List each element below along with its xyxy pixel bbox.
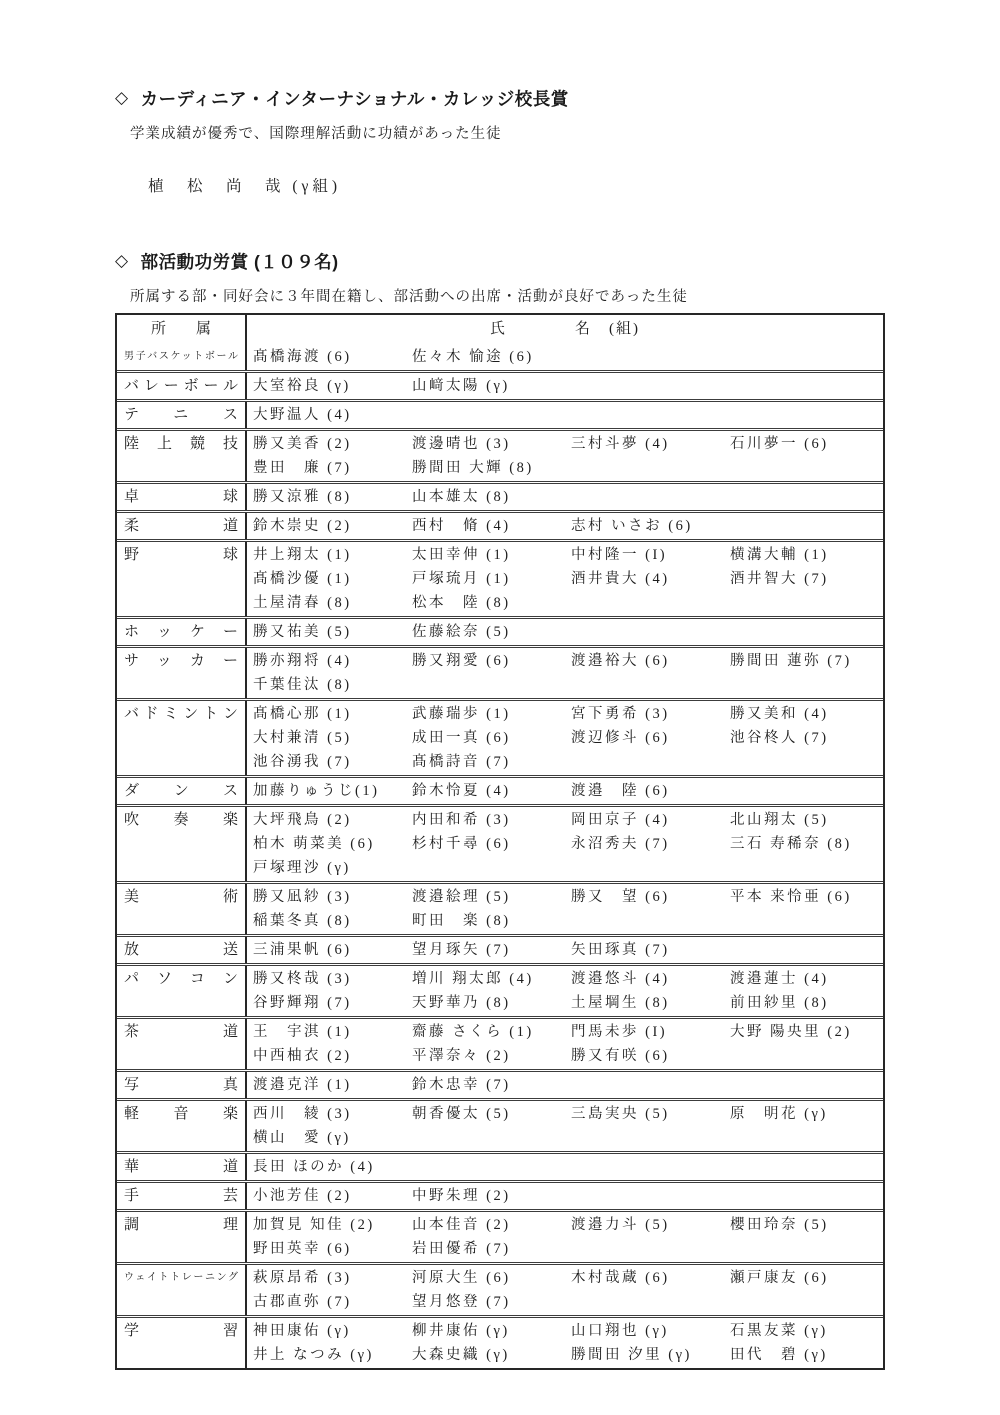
- student-name: 王 宇淇 (1): [253, 1024, 352, 1040]
- names-area: [247, 431, 883, 481]
- names-area: [247, 884, 883, 934]
- diamond-icon: ◇: [115, 250, 129, 270]
- student-name: 井上翔太 (1): [253, 547, 352, 563]
- student-name: 勝又翔愛 (6): [412, 653, 511, 669]
- student-name: 勝間田 汐里 (γ): [571, 1347, 692, 1363]
- student-name: 大室裕良 (γ): [253, 378, 351, 394]
- student-name: 柳井康佑 (γ): [412, 1323, 510, 1339]
- student-name: 山口翔也 (γ): [571, 1323, 669, 1339]
- student-name: 齋藤 さくら (1): [412, 1024, 534, 1040]
- student-name: 志村 いさお (6): [571, 518, 693, 534]
- names-area: [247, 966, 883, 1016]
- club-name: ウェイトトレーニング: [117, 1265, 247, 1315]
- student-name: 鈴木怜夏 (4): [412, 783, 511, 799]
- student-name: 渡邉 陸 (6): [571, 783, 670, 799]
- name-line: [247, 432, 883, 456]
- table-row: [117, 510, 883, 539]
- student-name: 太田幸伸 (1): [412, 547, 511, 563]
- principal-award-section: [115, 86, 887, 196]
- principal-award-title-text: カーディニア・インターナショナル・カレッジ校長賞: [140, 89, 569, 109]
- student-name: 石川夢一 (6): [730, 436, 829, 452]
- names-area: [247, 1072, 883, 1098]
- student-name: 勝又美和 (4): [730, 706, 829, 722]
- student-name: 大森史織 (γ): [412, 1347, 510, 1363]
- names-area: [247, 648, 883, 698]
- student-name: 平本 来怜亜 (6): [730, 889, 852, 905]
- table-row: [117, 881, 883, 934]
- student-name: 杉村千尋 (6): [412, 836, 511, 852]
- names-area: [247, 701, 883, 775]
- student-name: 髙橋詩音 (7): [412, 754, 511, 770]
- table-row: [117, 1098, 883, 1151]
- names-area: [247, 402, 883, 428]
- student-name: 勝又柊哉 (3): [253, 971, 352, 987]
- column-header-affiliation: 所 属: [117, 315, 247, 344]
- club-name: バレーボール: [117, 373, 247, 399]
- name-line: [247, 485, 883, 509]
- names-area: [247, 1154, 883, 1180]
- student-name: 望月悠登 (7): [412, 1294, 511, 1310]
- name-line: [247, 1073, 883, 1097]
- name-line: [247, 885, 883, 909]
- diamond-icon: ◇: [115, 87, 129, 107]
- club-name: 男子バスケットボール: [117, 344, 247, 370]
- student-name: 岡田京子 (4): [571, 812, 670, 828]
- student-name: 勝又 望 (6): [571, 889, 670, 905]
- table-row: [117, 481, 883, 510]
- club-name: 吹奏楽: [117, 807, 247, 881]
- name-line: [247, 938, 883, 962]
- student-name: 成田一真 (6): [412, 730, 511, 746]
- student-name: 土屋清春 (8): [253, 595, 352, 611]
- names-area: [247, 484, 883, 510]
- club-name: パソコン: [117, 966, 247, 1016]
- student-name: 大坪飛鳥 (2): [253, 812, 352, 828]
- name-line: [247, 1266, 883, 1290]
- name-line: [247, 1155, 883, 1179]
- student-name: 鈴木崇史 (2): [253, 518, 352, 534]
- student-name: 加賀見 知佳 (2): [253, 1217, 375, 1233]
- names-area: [247, 1019, 883, 1069]
- name-line: [247, 514, 883, 538]
- student-name: 佐藤絵奈 (5): [412, 624, 511, 640]
- student-name: 松本 陸 (8): [412, 595, 511, 611]
- student-name: 髙橋海渡 (6): [253, 349, 352, 365]
- student-name: 渡邉悠斗 (4): [571, 971, 670, 987]
- name-line: [247, 808, 883, 832]
- table-body: [117, 344, 883, 1368]
- student-name: 佐々木 愉途 (6): [412, 349, 534, 365]
- student-name: 天野華乃 (8): [412, 995, 511, 1011]
- student-name: 西村 脩 (4): [412, 518, 511, 534]
- table-row: [117, 370, 883, 399]
- name-line: [247, 856, 883, 880]
- name-line: [247, 1213, 883, 1237]
- club-name: 軽音楽: [117, 1101, 247, 1151]
- names-area: [247, 373, 883, 399]
- club-name: 写真: [117, 1072, 247, 1098]
- name-line: [247, 702, 883, 726]
- club-name: 調理: [117, 1212, 247, 1262]
- student-name: 小池芳佳 (2): [253, 1188, 352, 1204]
- name-line: [247, 991, 883, 1015]
- names-area: [247, 344, 883, 370]
- student-name: 中野朱理 (2): [412, 1188, 511, 1204]
- student-name: 木村哉蔵 (6): [571, 1270, 670, 1286]
- student-name: 勝亦翔将 (4): [253, 653, 352, 669]
- table-row: [117, 1315, 883, 1368]
- student-name: 前田紗里 (8): [730, 995, 829, 1011]
- student-name: 渡邉蓮士 (4): [730, 971, 829, 987]
- student-name: 横山 愛 (γ): [253, 1130, 351, 1146]
- student-name: 渡邉絵理 (5): [412, 889, 511, 905]
- table-row: [117, 1180, 883, 1209]
- student-name: 大野 陽央里 (2): [730, 1024, 852, 1040]
- student-name: 古郡直弥 (7): [253, 1294, 352, 1310]
- document-content: [115, 86, 887, 1370]
- names-area: [247, 1265, 883, 1315]
- student-name: 田代 碧 (γ): [730, 1347, 828, 1363]
- student-name: 長田 ほのか (4): [253, 1159, 375, 1175]
- student-name: 柏木 萌菜美 (6): [253, 836, 375, 852]
- table-row: [117, 698, 883, 775]
- student-name: 門馬未歩 (I): [571, 1024, 668, 1040]
- student-name: 河原大生 (6): [412, 1270, 511, 1286]
- names-area: [247, 542, 883, 616]
- table-row: [117, 1209, 883, 1262]
- student-name: 池谷湧我 (7): [253, 754, 352, 770]
- student-name: 石黒友菜 (γ): [730, 1323, 828, 1339]
- names-area: [247, 807, 883, 881]
- student-name: 勝間田 大輝 (8): [412, 460, 534, 476]
- student-name: 朝香優太 (5): [412, 1106, 511, 1122]
- student-name: 中村隆一 (I): [571, 547, 668, 563]
- student-name: 渡邉力斗 (5): [571, 1217, 670, 1233]
- name-line: [247, 1020, 883, 1044]
- club-name: 華道: [117, 1154, 247, 1180]
- names-area: [247, 1318, 883, 1368]
- table-row: [117, 1016, 883, 1069]
- student-name: 永沼秀夫 (7): [571, 836, 670, 852]
- student-name: 神田康佑 (γ): [253, 1323, 351, 1339]
- student-name: 渡邉裕大 (6): [571, 653, 670, 669]
- student-name: 千葉佳汰 (8): [253, 677, 352, 693]
- names-area: [247, 1183, 883, 1209]
- student-name: 勝又涼雅 (8): [253, 489, 352, 505]
- student-name: 鈴木忠幸 (7): [412, 1077, 511, 1093]
- club-award-title-text: 部活動功労賞 (１０９名): [140, 252, 339, 272]
- student-name: 岩田優希 (7): [412, 1241, 511, 1257]
- club-name: 放送: [117, 937, 247, 963]
- student-name: 内田和希 (3): [412, 812, 511, 828]
- student-name: 勝間田 蓮弥 (7): [730, 653, 852, 669]
- student-name: 平澤奈々 (2): [412, 1048, 511, 1064]
- club-name: ダンス: [117, 778, 247, 804]
- club-name: テニス: [117, 402, 247, 428]
- table-row: [117, 616, 883, 645]
- student-name: 勝又美香 (2): [253, 436, 352, 452]
- club-name: バドミントン: [117, 701, 247, 775]
- name-line: [247, 345, 883, 369]
- table-row: [117, 1069, 883, 1098]
- table-row: [117, 804, 883, 881]
- table-row: [117, 963, 883, 1016]
- student-name: 萩原昂希 (3): [253, 1270, 352, 1286]
- student-name: 宮下勇希 (3): [571, 706, 670, 722]
- name-line: [247, 673, 883, 697]
- column-header-name: 氏 名 (組): [490, 321, 640, 337]
- name-line: [247, 1184, 883, 1208]
- student-name: 三浦果帆 (6): [253, 942, 352, 958]
- student-name: 戸塚琉月 (1): [412, 571, 511, 587]
- names-area: [247, 513, 883, 539]
- student-name: 池谷柊人 (7): [730, 730, 829, 746]
- principal-award-recipient: 植 松 尚 哉 (γ組): [148, 178, 342, 195]
- principal-award-title: [115, 86, 887, 111]
- club-name: 柔道: [117, 513, 247, 539]
- student-name: 大村兼清 (5): [253, 730, 352, 746]
- student-name: 増川 翔太郎 (4): [412, 971, 534, 987]
- student-name: 望月琢矢 (7): [412, 942, 511, 958]
- club-name: 野球: [117, 542, 247, 616]
- club-name: 美術: [117, 884, 247, 934]
- club-award-title: [115, 249, 887, 274]
- name-line: [247, 403, 883, 427]
- table-row: [117, 1262, 883, 1315]
- student-name: 勝又祐美 (5): [253, 624, 352, 640]
- name-line: [247, 1126, 883, 1150]
- student-name: 西川 綾 (3): [253, 1106, 352, 1122]
- student-name: 酒井貴大 (4): [571, 571, 670, 587]
- name-line: [247, 1319, 883, 1343]
- table-row: [117, 1151, 883, 1180]
- club-name: ホッケー: [117, 619, 247, 645]
- student-name: 三石 寿稀奈 (8): [730, 836, 852, 852]
- table-row: [117, 775, 883, 804]
- student-name: 勝又有咲 (6): [571, 1048, 670, 1064]
- student-name: 大野温人 (4): [253, 407, 352, 423]
- table-row: [117, 428, 883, 481]
- name-line: [247, 1102, 883, 1126]
- names-area: [247, 1212, 883, 1262]
- name-line: [247, 649, 883, 673]
- student-name: 山本佳音 (2): [412, 1217, 511, 1233]
- student-name: 渡辺修斗 (6): [571, 730, 670, 746]
- table-row: [117, 344, 883, 370]
- names-area: [247, 778, 883, 804]
- club-name: 陸上競技: [117, 431, 247, 481]
- club-name: 卓球: [117, 484, 247, 510]
- name-line: [247, 1044, 883, 1068]
- student-name: 三村斗夢 (4): [571, 436, 670, 452]
- student-name: 野田英幸 (6): [253, 1241, 352, 1257]
- name-line: [247, 1290, 883, 1314]
- student-name: 矢田琢真 (7): [571, 942, 670, 958]
- club-name: 学習: [117, 1318, 247, 1368]
- student-name: 原 明花 (γ): [730, 1106, 828, 1122]
- table-row: [117, 399, 883, 428]
- student-name: 山本雄太 (8): [412, 489, 511, 505]
- name-line: [247, 567, 883, 591]
- student-name: 土屋堈生 (8): [571, 995, 670, 1011]
- names-area: [247, 937, 883, 963]
- club-award-table: [115, 313, 885, 1370]
- student-name: 豊田 廉 (7): [253, 460, 352, 476]
- club-name: サッカー: [117, 648, 247, 698]
- names-area: [247, 619, 883, 645]
- student-name: 髙橋心那 (1): [253, 706, 352, 722]
- name-line: [247, 1343, 883, 1367]
- club-name: 茶道: [117, 1019, 247, 1069]
- student-name: 武藤瑞歩 (1): [412, 706, 511, 722]
- student-name: 渡邉克洋 (1): [253, 1077, 352, 1093]
- student-name: 町田 楽 (8): [412, 913, 511, 929]
- name-line: [247, 456, 883, 480]
- names-area: [247, 1101, 883, 1151]
- name-line: [247, 543, 883, 567]
- club-award-section: [115, 249, 887, 1370]
- student-name: 横溝大輔 (1): [730, 547, 829, 563]
- name-line: [247, 967, 883, 991]
- student-name: 櫻田玲奈 (5): [730, 1217, 829, 1233]
- table-row: [117, 539, 883, 616]
- name-line: [247, 374, 883, 398]
- name-line: [247, 779, 883, 803]
- name-line: [247, 591, 883, 615]
- name-line: [247, 726, 883, 750]
- name-line: [247, 832, 883, 856]
- student-name: 山﨑太陽 (γ): [412, 378, 510, 394]
- student-name: 瀬戸康友 (6): [730, 1270, 829, 1286]
- club-name: 手芸: [117, 1183, 247, 1209]
- student-name: 北山翔太 (5): [730, 812, 829, 828]
- student-name: 戸塚理沙 (γ): [253, 860, 351, 876]
- student-name: 髙橋沙優 (1): [253, 571, 352, 587]
- student-name: 酒井智大 (7): [730, 571, 829, 587]
- student-name: 井上 なつみ (γ): [253, 1347, 374, 1363]
- student-name: 中西柚衣 (2): [253, 1048, 352, 1064]
- name-line: [247, 750, 883, 774]
- table-header-row: [117, 315, 883, 344]
- student-name: 勝又凪紗 (3): [253, 889, 352, 905]
- student-name: 三島実央 (5): [571, 1106, 670, 1122]
- name-line: [247, 620, 883, 644]
- principal-award-description: 学業成績が優秀で、国際理解活動に功績があった生徒: [130, 126, 502, 142]
- student-name: 谷野輝翔 (7): [253, 995, 352, 1011]
- name-line: [247, 1237, 883, 1261]
- student-name: 稲葉冬真 (8): [253, 913, 352, 929]
- table-row: [117, 934, 883, 963]
- name-line: [247, 909, 883, 933]
- club-award-description: 所属する部・同好会に３年間在籍し、部活動への出席・活動が良好であった生徒: [130, 289, 688, 305]
- student-name: 加藤りゅうじ(1): [253, 783, 380, 799]
- student-name: 渡邊晴也 (3): [412, 436, 511, 452]
- table-row: [117, 645, 883, 698]
